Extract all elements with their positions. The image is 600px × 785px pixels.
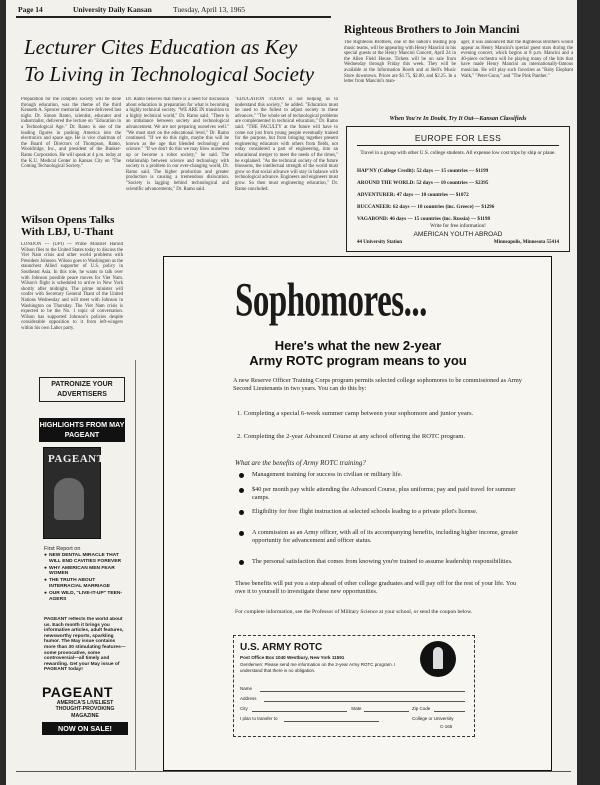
transfer-field[interactable] [284, 721, 379, 722]
pageant-body: PAGEANT reflects the world about us. Each month it brings you informative articles, adult features, newsworthy reports, sparkling humor. The May issue contains more than 30 stimulating features—some provocative, some controversial—all timely and rewarding. Get your May issue of PAGEANT today! [44, 617, 126, 673]
column-divider [135, 360, 136, 770]
first-report-label: First Report on [44, 546, 81, 552]
rotc-emblem-icon [420, 641, 456, 677]
lead-headline-line1: Lecturer Cites Education as Key [24, 35, 298, 59]
pageant-tagline: AMERICA'S LIVELIEST THOUGHT-PROVOKING MAGAZINE [55, 700, 115, 719]
now-on-sale-banner: NOW ON SALE! [42, 722, 128, 735]
bottom-rule [16, 771, 571, 772]
europe-address-left: 44 University Station [357, 240, 402, 245]
wilson-headline: Wilson Opens Talks With LBJ, U-Thant [21, 214, 115, 238]
issue-date: Tuesday, April 13, 1965 [173, 5, 245, 14]
newspaper-page [6, 0, 577, 785]
pageant-bullet: ● NEW DENTAL MIRACLE THAT WILL END CAVITIES FOREVER [44, 553, 122, 564]
magazine-cover-image [43, 447, 105, 539]
rotc-complete-info: For complete information, see the Professor of Military Science at your school, or send the coupon below. [235, 609, 473, 615]
europe-trip-list [357, 165, 562, 225]
classifieds-tagline: When You're In Doubt, Try It Out—Kansan Classifieds [389, 116, 527, 122]
europe-intro: Travel in a group with other U.S. college students. All expense low cost trips by ship or plane. [360, 150, 556, 156]
cover-portrait [54, 478, 84, 520]
rotc-coupon [233, 635, 475, 737]
lead-headline-line2: To Living in Technological Society [24, 62, 315, 86]
masthead [18, 5, 418, 15]
pageant-logo: PAGEANT [42, 684, 113, 700]
field-label: Name [240, 686, 253, 691]
highlights-banner: HIGHLIGHTS FROM MAY PAGEANT [39, 418, 125, 442]
rotc-subtitle: Here's what the new 2-year Army ROTC program means to you [249, 338, 467, 368]
rotc-benefit: $40 per month pay while attending the Advanced Course, plus uniforms; pay and paid travel for summer camps. [252, 486, 516, 502]
field-label: Address [240, 696, 257, 701]
trip-line: AROUND THE WORLD: 52 days — 10 countries — $2395 [357, 180, 489, 186]
righteous-col2: ager, it was announced that the Righteous Brothers would appear as Henry Mancini's special guest stars during the evening concert, which begins at 8 p.m. Mancini and a 40-piece orchestra will be playing many of the hits that have made Henry Mancini an internationally-famous musician. He will play such favorites as "Baby Elephant Walk," "Peter Gunn," and "The Pink Panther." [461, 40, 573, 79]
righteous-headline: Righteous Brothers to Join Mancini [344, 24, 520, 36]
rotc-benefits-question: What are the benefits of Army ROTC training? [235, 459, 366, 467]
righteous-col1: The Righteous Brothers, one of the nation's leading pop music teams, will be appearing with Henry Mancini in his special guests at the Henry Mancini Concert, April 24 in the Allen Field House. Tickets will be on sale from Wednesday through Friday this week. They will be available at the Information Booth and at Bell's Music Store downtown. Prices are $1.75, $2.00, and $2.25. In a letter from Mancini's man- [344, 40, 456, 85]
europe-write: Write for free information! [430, 223, 486, 229]
lead-story-col2: Dr. Ramo believes that there is a need for discussion about education in preparation for what is becoming a highly technical society. "WE ARE IN transition to a highly technical world," Dr. Ramo said. "There is an imbalance between society and technological advancement. We are not preparing ourselves well." "We must start on the educational level," Dr. Ramo continued. "If we do this right, maybe this will be known as the age that blended technology and science." "If we don't do this we may blow ourselves up or become a robot society," he said. The relationship between science and technology with society is a problem in our ever-changing world, Dr. Ramo said. The higher production and greater production is causing a tremendous dislocation. "Society is lagging behind technological and scientific advancements," Dr. Ramo said. [126, 97, 229, 192]
coupon-address: Post Office Box 1040 Westbury, New York 11591 [240, 655, 345, 660]
city-field[interactable] [252, 711, 347, 712]
bullet-icon [239, 531, 244, 536]
lead-story-col1: Preparation for the complex society will be done through education, was the theme of the third Kenneth A. Spencer memorial lecture delivered last night. Dr. Simon Ramo, scientist, educator and industrialist, delivered the lecture on "Education in a Technological Age." Dr. Ramo is one of the leading figures in pushing America into the electronics and space age. He is vice chairman of the Board of Directors of Thompson, Ramo, Wooldridge, Inc., and president of the Bunker-Ramo Corporation. He will speak at 4 p.m. today at the K.U. Medical Center in Kansas City on "The Coming Technological Society." [21, 97, 121, 170]
coupon-title: U.S. ARMY ROTC [240, 642, 323, 653]
zip-field[interactable] [434, 711, 465, 712]
cover-masthead: PAGEANT [48, 453, 105, 465]
address-field[interactable] [264, 701, 465, 702]
field-label: State [351, 706, 362, 711]
pageant-bullet-list [44, 553, 128, 602]
field-label: Zip Code [412, 706, 431, 711]
page-number: Page 14 [18, 5, 43, 14]
pageant-bullet: ● WHY AMERICAN MEN FEAR WOMEN [44, 565, 115, 577]
paper-name: University Daily Kansan [73, 5, 152, 14]
rotc-benefit: The personal satisfaction that comes from knowing you're trained to assume leadership responsibilities. [252, 558, 513, 565]
rotc-benefit: Eligibility for free flight instruction at selected schools leading to a private pilot's license. [252, 508, 478, 515]
rotc-benefit: A commission as an Army officer, with all of its accompanying benefits, including higher income, greater opportunity for advancement and officer status. [252, 529, 519, 545]
trip-line: VAGABOND: 46 days — 15 countries (inc. Russia) — $1198 [357, 216, 491, 222]
rotc-closing: These benefits will put you a step ahead of other college graduates and will pay off for the rest of your life. You owe it to yourself to investigate these new opportunities. [235, 580, 517, 595]
rotc-benefit: Management training for success in civilian or military life. [252, 471, 403, 478]
europe-ad [346, 126, 570, 252]
rotc-intro: A new Reserve Officer Training Corps program permits selected college sophomores to be commissioned as Army Second Lieutenants in two years. You can do this by: [233, 377, 522, 392]
wilson-story-body: LONDON — (UPI) — Prime Minister Harold Wilson flies to the United States today to discuss the Viet Nam crisis and other world problems with President Johnson. Wilson goes to Washington as the staunchest Allied supporter of U.S. policy in Southeast Asia. In this role, he wants to talk over with Johnson possible peace moves for Viet Nam. Wilson's flight is scheduled to arrive in New York shortly after midnight. The prime minister will confer with Secretary General Thant of the United Nations Wednesday and will meet with Johnson in Washington on Thursday. The Viet Nam crisis is expected to be the No. 1 topic of conversation. Wilson has supported Johnson's policies despite considerable opposition to it from left-wingers within his own Labor party. [21, 242, 123, 331]
field-label: City [240, 706, 248, 711]
trip-line: HAP'NY (College Credit): 52 days — 15 countries — $1199 [357, 168, 489, 174]
bullet-icon [239, 510, 244, 515]
europe-title-rule [357, 145, 559, 146]
rotc-step: 2. Completing the 2-year Advanced Course at any school offering the ROTC program. [237, 433, 466, 440]
europe-title: EUROPE FOR LESS [414, 133, 502, 143]
coupon-body: Gentlemen: Please send me information on the 2-year Army ROTC program. I understand that there is no obligation. [240, 662, 396, 673]
name-field[interactable] [260, 691, 465, 692]
lead-headline [24, 34, 344, 88]
lead-story-col3: "EDUCATION TODAY is not helping us to understand this society," he added. "Education must be used to the fullest to adjust society to these advances." "The whole set of technological problems are complemented in technical education," Dr. Ramo said. "THE FACULTY at the future will have to come not just from young people eventually trained for the purpose, but from bringing together present engineering educators with others from fields, not today considered a part of engineering, into an educational merger to meet the needs of the times," he explained. "As the technical society of the future blossoms, the intellectual strength of the world must grow so that social advance will stay in balance with technological advance. Engineers and engineers must grow. So then must engineering education," Dr. Ramo concluded. [235, 97, 338, 192]
europe-address-right: Minneapolis, Minnesota 55414 [493, 240, 559, 245]
field-label: College or University [412, 716, 454, 721]
coupon-code: C-165 [440, 724, 453, 729]
rotc-step: 1. Completing a special 6-week summer camp between your sophomore and junior years. [237, 410, 474, 417]
bullet-icon [239, 473, 244, 478]
pageant-bullet: ● OUR WILD, "LIVE-IT-UP" TEEN-AGERS [44, 590, 123, 602]
rotc-title: Sophomores... [235, 275, 427, 328]
bullet-icon [239, 560, 244, 565]
field-label: I plan to transfer to [240, 716, 278, 721]
trip-line: ADVENTURER: 47 days — 10 countries — $1072 [357, 192, 469, 198]
state-field[interactable] [364, 711, 409, 712]
bullet-icon [239, 488, 244, 493]
patronize-box: PATRONIZE YOUR ADVERTISERS [39, 377, 125, 402]
torch-icon [433, 647, 443, 669]
europe-org: AMERICAN YOUTH ABROAD [413, 231, 503, 238]
masthead-rule [16, 16, 331, 18]
pageant-bullet: ● THE TRUTH ABOUT INTERRACIAL MARRIAGE [44, 578, 111, 589]
trip-line: BUCCANEER: 62 days — 10 countries (inc. Greece) — $1296 [357, 204, 495, 210]
